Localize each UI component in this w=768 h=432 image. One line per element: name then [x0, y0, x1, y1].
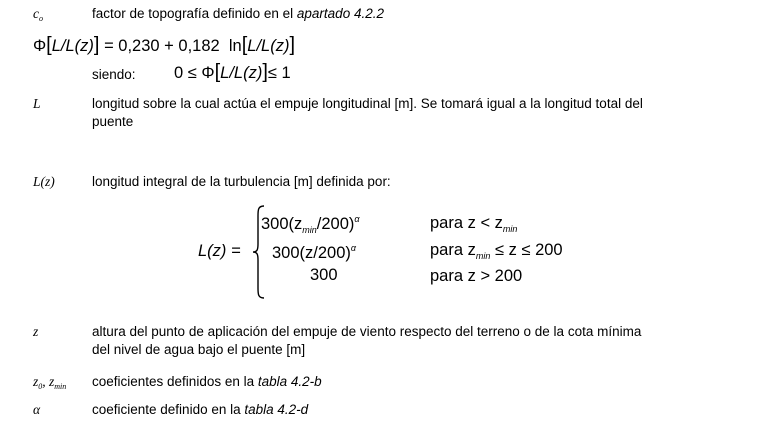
symbol-alpha: α — [33, 402, 41, 417]
z0-definition: coeficientes definidos en la tabla 4.2-b — [92, 374, 322, 389]
L-definition-line2: puente — [92, 114, 134, 129]
z0-reference: tabla 4.2-b — [257, 374, 322, 389]
siendo-label: siendo: — [92, 67, 136, 82]
Lz-definition: longitud integral de la turbulencia [m] definida por: — [92, 174, 391, 189]
z-definition-line2: del nivel de agua bajo el puente [m] — [92, 342, 306, 357]
alpha-reference: tabla 4.2-d — [244, 402, 309, 417]
phi-range: 0 ≤ Φ[L/L(z)]≤ 1 — [174, 61, 291, 83]
Lz-case2-condition: para $z_{min} \le z \le 200$ — [430, 241, 563, 261]
symbol-co: $c_o$ — [33, 6, 43, 23]
Lz-case2-expression: $300(z/200)^\alpha$ — [272, 243, 357, 262]
co-definition: factor de topografía definido en el apartado 4.2.2 — [92, 6, 384, 21]
phi-equation: Φ[L/L(z)] = 0,230 + 0,182 ln[L/L(z)] — [33, 34, 296, 56]
Lz-case1-condition: para $z < z_{min}$ — [430, 214, 518, 234]
Lz-case3-expression: 300 — [310, 266, 338, 284]
alpha-definition: coeficiente definido en la tabla 4.2-d — [92, 402, 309, 417]
co-reference: apartado 4.2.2 — [296, 6, 384, 21]
symbol-z0-zmin: $z_0$, $z_{min}$ — [33, 374, 67, 391]
symbol-z: z — [33, 324, 39, 339]
L-definition-line1: longitud sobre la cual actúa el empuje longitudinal [m]. Se tomará igual a la longitud total del — [92, 96, 643, 111]
z-definition-line1: altura del punto de aplicación del empuje de viento respecto del terreno o de la cota mínima — [92, 324, 642, 339]
symbol-Lz: L(z) — [33, 174, 55, 189]
Lz-equation-lhs: L(z) = — [198, 242, 241, 260]
symbol-L: L — [33, 96, 41, 111]
Lz-case1-expression: $300(z_{min}/200)^\alpha$ — [261, 214, 360, 235]
Lz-case3-condition: para z > 200 — [430, 267, 523, 285]
